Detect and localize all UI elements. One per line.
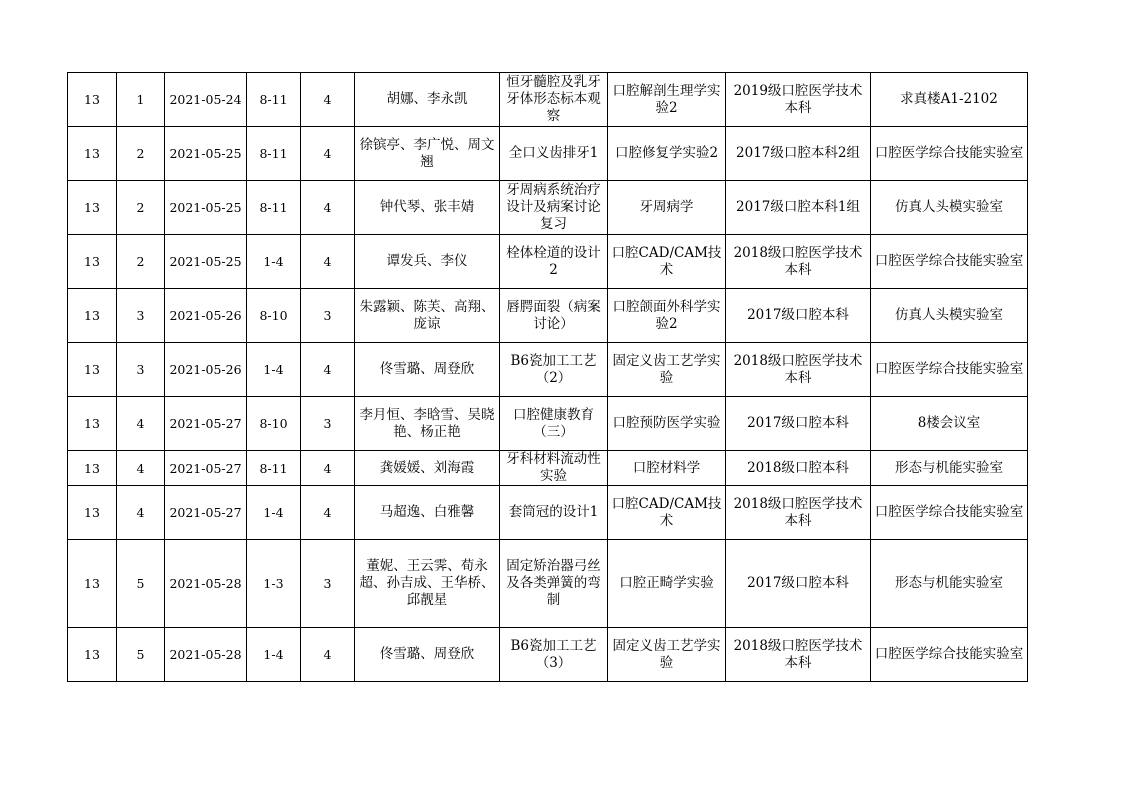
weekday-cell: 5 <box>117 628 165 682</box>
teachers-cell: 徐镔亭、李广悦、周文翘 <box>355 127 500 181</box>
course-cell: 口腔颌面外科学实验2 <box>608 289 726 343</box>
date-cell: 2021-05-25 <box>165 127 247 181</box>
date-cell: 2021-05-24 <box>165 73 247 127</box>
teachers-cell: 龚媛媛、刘海霞 <box>355 451 500 486</box>
weekday-cell: 4 <box>117 451 165 486</box>
course-cell: 牙周病学 <box>608 181 726 235</box>
location-cell: 形态与机能实验室 <box>871 451 1028 486</box>
periods-cell: 8-10 <box>247 397 301 451</box>
content-cell: 栓体栓道的设计2 <box>500 235 608 289</box>
week-cell: 13 <box>68 73 117 127</box>
location-cell: 仿真人头模实验室 <box>871 181 1028 235</box>
teachers-cell: 马超逸、白雅馨 <box>355 486 500 540</box>
teachers-cell: 朱露颖、陈芙、高翔、庞谅 <box>355 289 500 343</box>
periods-cell: 8-11 <box>247 181 301 235</box>
course-cell: 口腔预防医学实验 <box>608 397 726 451</box>
class-cell: 2017级口腔本科2组 <box>726 127 871 181</box>
periods-cell: 8-11 <box>247 451 301 486</box>
lab-schedule-table <box>67 72 1028 682</box>
class-cell: 2018级口腔医学技术本科 <box>726 235 871 289</box>
hours-cell: 4 <box>301 486 355 540</box>
weekday-cell: 5 <box>117 540 165 628</box>
periods-cell: 8-11 <box>247 73 301 127</box>
hours-cell: 4 <box>301 628 355 682</box>
teachers-cell: 钟代琴、张丰婧 <box>355 181 500 235</box>
week-cell: 13 <box>68 289 117 343</box>
week-cell: 13 <box>68 181 117 235</box>
class-cell: 2017级口腔本科 <box>726 540 871 628</box>
table-row <box>68 628 1028 682</box>
table-row <box>68 540 1028 628</box>
content-cell: 唇腭面裂（病案讨论） <box>500 289 608 343</box>
location-cell: 口腔医学综合技能实验室 <box>871 235 1028 289</box>
content-cell: 固定矫治器弓丝及各类弹簧的弯制 <box>500 540 608 628</box>
location-cell: 形态与机能实验室 <box>871 540 1028 628</box>
content-cell: 恒牙髓腔及乳牙牙体形态标本观察 <box>500 73 608 127</box>
table-row <box>68 73 1028 127</box>
date-cell: 2021-05-28 <box>165 540 247 628</box>
periods-cell: 8-10 <box>247 289 301 343</box>
table-row <box>68 397 1028 451</box>
teachers-cell: 佟雪璐、周登欣 <box>355 628 500 682</box>
class-cell: 2019级口腔医学技术本科 <box>726 73 871 127</box>
weekday-cell: 2 <box>117 127 165 181</box>
hours-cell: 4 <box>301 343 355 397</box>
hours-cell: 4 <box>301 451 355 486</box>
course-cell: 口腔解剖生理学实验2 <box>608 73 726 127</box>
weekday-cell: 4 <box>117 397 165 451</box>
course-cell: 口腔修复学实验2 <box>608 127 726 181</box>
location-cell: 口腔医学综合技能实验室 <box>871 628 1028 682</box>
date-cell: 2021-05-27 <box>165 451 247 486</box>
weekday-cell: 3 <box>117 343 165 397</box>
class-cell: 2018级口腔医学技术本科 <box>726 628 871 682</box>
week-cell: 13 <box>68 397 117 451</box>
content-cell: 全口义齿排牙1 <box>500 127 608 181</box>
date-cell: 2021-05-25 <box>165 181 247 235</box>
hours-cell: 4 <box>301 73 355 127</box>
hours-cell: 4 <box>301 181 355 235</box>
periods-cell: 1-4 <box>247 343 301 397</box>
week-cell: 13 <box>68 451 117 486</box>
teachers-cell: 董妮、王云霁、荀永超、孙吉成、王华桥、邱靓星 <box>355 540 500 628</box>
weekday-cell: 2 <box>117 235 165 289</box>
periods-cell: 8-11 <box>247 127 301 181</box>
class-cell: 2017级口腔本科 <box>726 397 871 451</box>
content-cell: B6瓷加工工艺（2） <box>500 343 608 397</box>
location-cell: 口腔医学综合技能实验室 <box>871 127 1028 181</box>
course-cell: 口腔材料学 <box>608 451 726 486</box>
week-cell: 13 <box>68 235 117 289</box>
weekday-cell: 2 <box>117 181 165 235</box>
content-cell: B6瓷加工工艺（3） <box>500 628 608 682</box>
weekday-cell: 4 <box>117 486 165 540</box>
content-cell: 套筒冠的设计1 <box>500 486 608 540</box>
location-cell: 8楼会议室 <box>871 397 1028 451</box>
date-cell: 2021-05-27 <box>165 486 247 540</box>
weekday-cell: 1 <box>117 73 165 127</box>
date-cell: 2021-05-27 <box>165 397 247 451</box>
class-cell: 2018级口腔医学技术本科 <box>726 486 871 540</box>
class-cell: 2018级口腔本科 <box>726 451 871 486</box>
table-row <box>68 451 1028 486</box>
course-cell: 固定义齿工艺学实验 <box>608 628 726 682</box>
week-cell: 13 <box>68 540 117 628</box>
weekday-cell: 3 <box>117 289 165 343</box>
table-row <box>68 235 1028 289</box>
week-cell: 13 <box>68 343 117 397</box>
location-cell: 口腔医学综合技能实验室 <box>871 343 1028 397</box>
teachers-cell: 佟雪璐、周登欣 <box>355 343 500 397</box>
content-cell: 口腔健康教育（三） <box>500 397 608 451</box>
table-row <box>68 181 1028 235</box>
location-cell: 仿真人头模实验室 <box>871 289 1028 343</box>
periods-cell: 1-4 <box>247 486 301 540</box>
hours-cell: 3 <box>301 540 355 628</box>
course-cell: 口腔CAD/CAM技术 <box>608 486 726 540</box>
table-row <box>68 343 1028 397</box>
week-cell: 13 <box>68 127 117 181</box>
week-cell: 13 <box>68 628 117 682</box>
periods-cell: 1-4 <box>247 235 301 289</box>
date-cell: 2021-05-26 <box>165 289 247 343</box>
location-cell: 口腔医学综合技能实验室 <box>871 486 1028 540</box>
class-cell: 2018级口腔医学技术本科 <box>726 343 871 397</box>
course-cell: 口腔正畸学实验 <box>608 540 726 628</box>
date-cell: 2021-05-25 <box>165 235 247 289</box>
content-cell: 牙科材料流动性实验 <box>500 451 608 486</box>
periods-cell: 1-4 <box>247 628 301 682</box>
teachers-cell: 李月恒、李晗雪、吴晓艳、杨正艳 <box>355 397 500 451</box>
table-row <box>68 127 1028 181</box>
table-row <box>68 486 1028 540</box>
teachers-cell: 谭发兵、李仪 <box>355 235 500 289</box>
hours-cell: 3 <box>301 397 355 451</box>
week-cell: 13 <box>68 486 117 540</box>
location-cell: 求真楼A1-2102 <box>871 73 1028 127</box>
table-row <box>68 289 1028 343</box>
date-cell: 2021-05-26 <box>165 343 247 397</box>
hours-cell: 4 <box>301 235 355 289</box>
course-cell: 口腔CAD/CAM技术 <box>608 235 726 289</box>
class-cell: 2017级口腔本科1组 <box>726 181 871 235</box>
class-cell: 2017级口腔本科 <box>726 289 871 343</box>
hours-cell: 4 <box>301 127 355 181</box>
periods-cell: 1-3 <box>247 540 301 628</box>
teachers-cell: 胡娜、李永凯 <box>355 73 500 127</box>
date-cell: 2021-05-28 <box>165 628 247 682</box>
hours-cell: 3 <box>301 289 355 343</box>
course-cell: 固定义齿工艺学实验 <box>608 343 726 397</box>
content-cell: 牙周病系统治疗设计及病案讨论复习 <box>500 181 608 235</box>
